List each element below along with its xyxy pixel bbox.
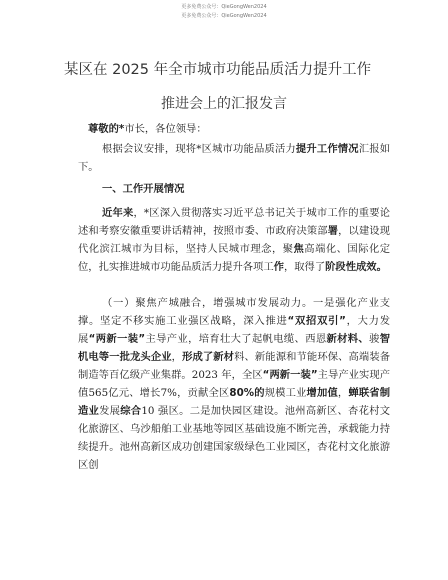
p2-text: 骏 bbox=[369, 333, 380, 345]
watermark-line: 更多免费公众号：QieGongWen2024 bbox=[181, 13, 267, 19]
p1-bold: 阶段性成效。 bbox=[325, 261, 387, 273]
p2-text: ， bbox=[171, 351, 183, 363]
p2-text: 主导产业实现产值 bbox=[78, 369, 390, 399]
p2-text: 565 bbox=[88, 387, 109, 399]
p2-text: 规模工业 bbox=[264, 387, 307, 399]
p2-text: ，大力发展 bbox=[78, 315, 390, 345]
p2-bold: 新材料、 bbox=[326, 333, 370, 345]
p2-text: 7% bbox=[160, 387, 177, 399]
salutation bbox=[78, 120, 390, 138]
intro-text-end: 汇报如下。 bbox=[78, 143, 390, 173]
p1-text: ，取得了 bbox=[283, 261, 326, 273]
section-heading bbox=[78, 180, 390, 198]
heading-work-status: 一、工作开展情况 bbox=[102, 183, 185, 195]
p2-bold: 蝉联省 bbox=[348, 387, 380, 399]
p2-bold: 增加值 bbox=[306, 387, 338, 399]
p1-bold: 焦 bbox=[293, 243, 305, 255]
salutation-rest: 市长，各位领导： bbox=[124, 123, 207, 135]
salutation-bold: 尊敬的* bbox=[88, 123, 125, 135]
p1-text: 高端化、国际化定位，扎实推进城市功能品质活力提升各项工 bbox=[78, 243, 391, 273]
p2-text: 发展 bbox=[99, 405, 121, 417]
document-title-line1: 某区在 2025 年全市城市功能品质活力提升工作 bbox=[64, 62, 372, 78]
p2-bold: 80%的 bbox=[229, 387, 265, 399]
watermark-line: 更多免费公众号：QieGongWen2024 bbox=[181, 4, 267, 10]
p1-bold: 作 bbox=[273, 261, 284, 273]
p2-bold: “两新一装” bbox=[262, 369, 318, 381]
p2-bold: 综合 bbox=[120, 405, 142, 417]
p2-bold: 形成了新材 bbox=[182, 351, 235, 363]
p2-bold: “两新一装” bbox=[88, 333, 146, 345]
p2-bold: “双招双引” bbox=[287, 315, 346, 327]
paragraph-1 bbox=[78, 204, 390, 276]
document-title-line2: 推进会上的汇报发言 bbox=[161, 96, 287, 112]
paragraph-2 bbox=[78, 294, 390, 474]
intro-paragraph bbox=[78, 140, 390, 176]
p2-text: 2023 年，全区 bbox=[191, 369, 263, 381]
intro-bold: 提升工作情况 bbox=[295, 143, 359, 155]
p2-text: ， bbox=[337, 387, 349, 399]
p2-text: （一）聚焦产城融合，增强城市发展动力。一是强化产业支撑。坚定不移实施工业强区战略，深入推进 bbox=[78, 297, 390, 327]
p2-bold: 龙头企业 bbox=[130, 351, 172, 363]
p2-text: ，贡献全区 bbox=[176, 387, 230, 399]
p1-bold: 近年来 bbox=[102, 207, 134, 219]
p1-bold: 署 bbox=[327, 225, 339, 237]
p2-bold: 智机电等一批 bbox=[78, 333, 391, 363]
p2-text: 二是加快园区建设。池州高新区、杏花村文化旅游区、乌沙船舶工业基地等园区基础设施不断完善，承载能力持续提升。池州高新区成功创建国家级绿色工业园区，杏花村文化旅游区创 bbox=[78, 405, 391, 471]
p2-text: 亿元、增长 bbox=[108, 387, 161, 399]
p2-text: 料、新能源和节能环保、高端装备制造等百亿级产业集群。 bbox=[78, 351, 391, 381]
intro-text: 根据会议安排，现将*区城市功能品质活力 bbox=[102, 143, 296, 155]
p1-text: ，*区深入贯彻落实习近平总书记关于城市工作的重要论述和考察安徽重要讲话精神，按照市委、市政府决策部 bbox=[78, 207, 391, 237]
p2-text: 主导产业，培育壮大了起帆电缆、西恩 bbox=[145, 333, 327, 345]
p2-text: 10 强区。 bbox=[141, 405, 190, 417]
p1-text: ，以建设现代化滨江城市为目标，坚持人民城市理念，聚 bbox=[78, 225, 391, 255]
p2-bold: 制造业 bbox=[78, 387, 391, 417]
